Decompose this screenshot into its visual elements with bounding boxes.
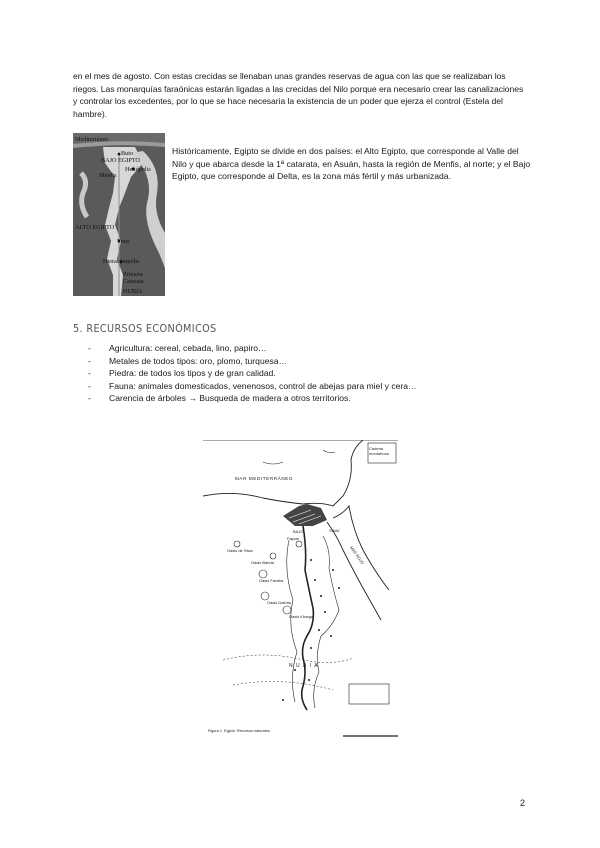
list-item-text: Fauna: animales domesticados, venenosos, control de abejas para miel y cera…	[109, 380, 417, 391]
list-item	[88, 342, 417, 355]
label-catarata: Catarata	[123, 278, 144, 285]
label-tinis: Tinis	[117, 238, 130, 245]
label-menfis: Menfis	[99, 172, 117, 179]
bullet-dash: -	[88, 393, 91, 404]
label-oasis: Oasis Bahria	[251, 560, 274, 565]
egypt-small-map	[73, 133, 165, 296]
map-caption: Figura 1. Egipto: Recursos naturales.	[208, 729, 271, 733]
label-heliopolis: Heliópolis	[125, 166, 151, 173]
section-heading: 5. RECURSOS ECONÓMICOS	[73, 322, 217, 335]
page-number: 2	[520, 798, 526, 808]
label-alto-egipto: ALTO EGIPTO	[75, 224, 115, 231]
intro-paragraph: en el mes de agosto. Con estas crecidas se llenaban unas grandes reservas de agua con las que se realizaban los riegos. Las monarquías faraónicas estarán ligadas a las crecidas del Nilo porque era necesario crear las canalizaciones y controlar los excedentes, por lo que se hace necesaria la existencia de un poder que ejerza el control (Estela del hambre).	[73, 71, 524, 119]
resources-list	[88, 342, 417, 405]
label-buto: Buto	[121, 150, 134, 157]
label-bajo-egipto: BAJO EGIPTO	[101, 157, 140, 164]
label-primera: Primera	[123, 271, 143, 278]
list-item-text: Piedra: de todos los tipos y de gran calidad.	[109, 368, 276, 379]
label-nubia: NUBIA	[123, 288, 143, 295]
list-item	[88, 367, 417, 380]
list-item-text: Metales de todos tipos: oro, plomo, turquesa…	[109, 355, 288, 366]
bullet-dash: -	[88, 368, 91, 379]
list-item-text: Agricultura: cereal, cebada, lino, papiro…	[109, 343, 267, 353]
label-mar-mediterraneo: MAR MEDITERRÁNEO	[235, 476, 294, 481]
label-sinai: SINAÍ	[329, 528, 340, 533]
label-cadena: Cadena montañosa	[369, 446, 389, 456]
list-item	[88, 355, 417, 368]
list-item	[88, 392, 417, 405]
label-delta: BAJO	[293, 529, 304, 534]
label-mar-rojo: MAR ROJO	[348, 545, 366, 566]
label-oasis: Oasis Dakhla	[267, 600, 291, 605]
label-oasis: Oasis de Siwa	[227, 548, 253, 553]
bullet-dash: -	[88, 343, 91, 353]
label-hieracompolis: Hieracómpolis	[103, 258, 140, 265]
bullet-dash: -	[88, 355, 91, 366]
label-nubia: N U B I A	[289, 663, 319, 669]
label-mediterraneo: Mediterráneo	[75, 136, 109, 143]
label-oasis: Oasis Kharga	[289, 614, 314, 619]
egypt-resources-map	[203, 440, 398, 740]
egypt-division-paragraph: Históricamente, Egipto se divide en dos países: el Alto Egipto, que corresponde al Valle del Nilo y que abarca desde la 1ª catarata, en Asuán, hasta la región de Menfis, al norte; y el Bajo Egipto, que corresponde al Delta, es la zona más fértil y más urbanizada.	[172, 146, 531, 182]
label-fayum: Fayum	[287, 536, 300, 541]
label-oasis: Oasis Farafra	[259, 578, 284, 583]
list-item	[88, 380, 417, 393]
list-item-text: Carencia de árboles → Busqueda de madera a otros territorios.	[109, 393, 351, 404]
large-map-drawing	[203, 440, 398, 740]
bullet-dash: -	[88, 380, 91, 391]
